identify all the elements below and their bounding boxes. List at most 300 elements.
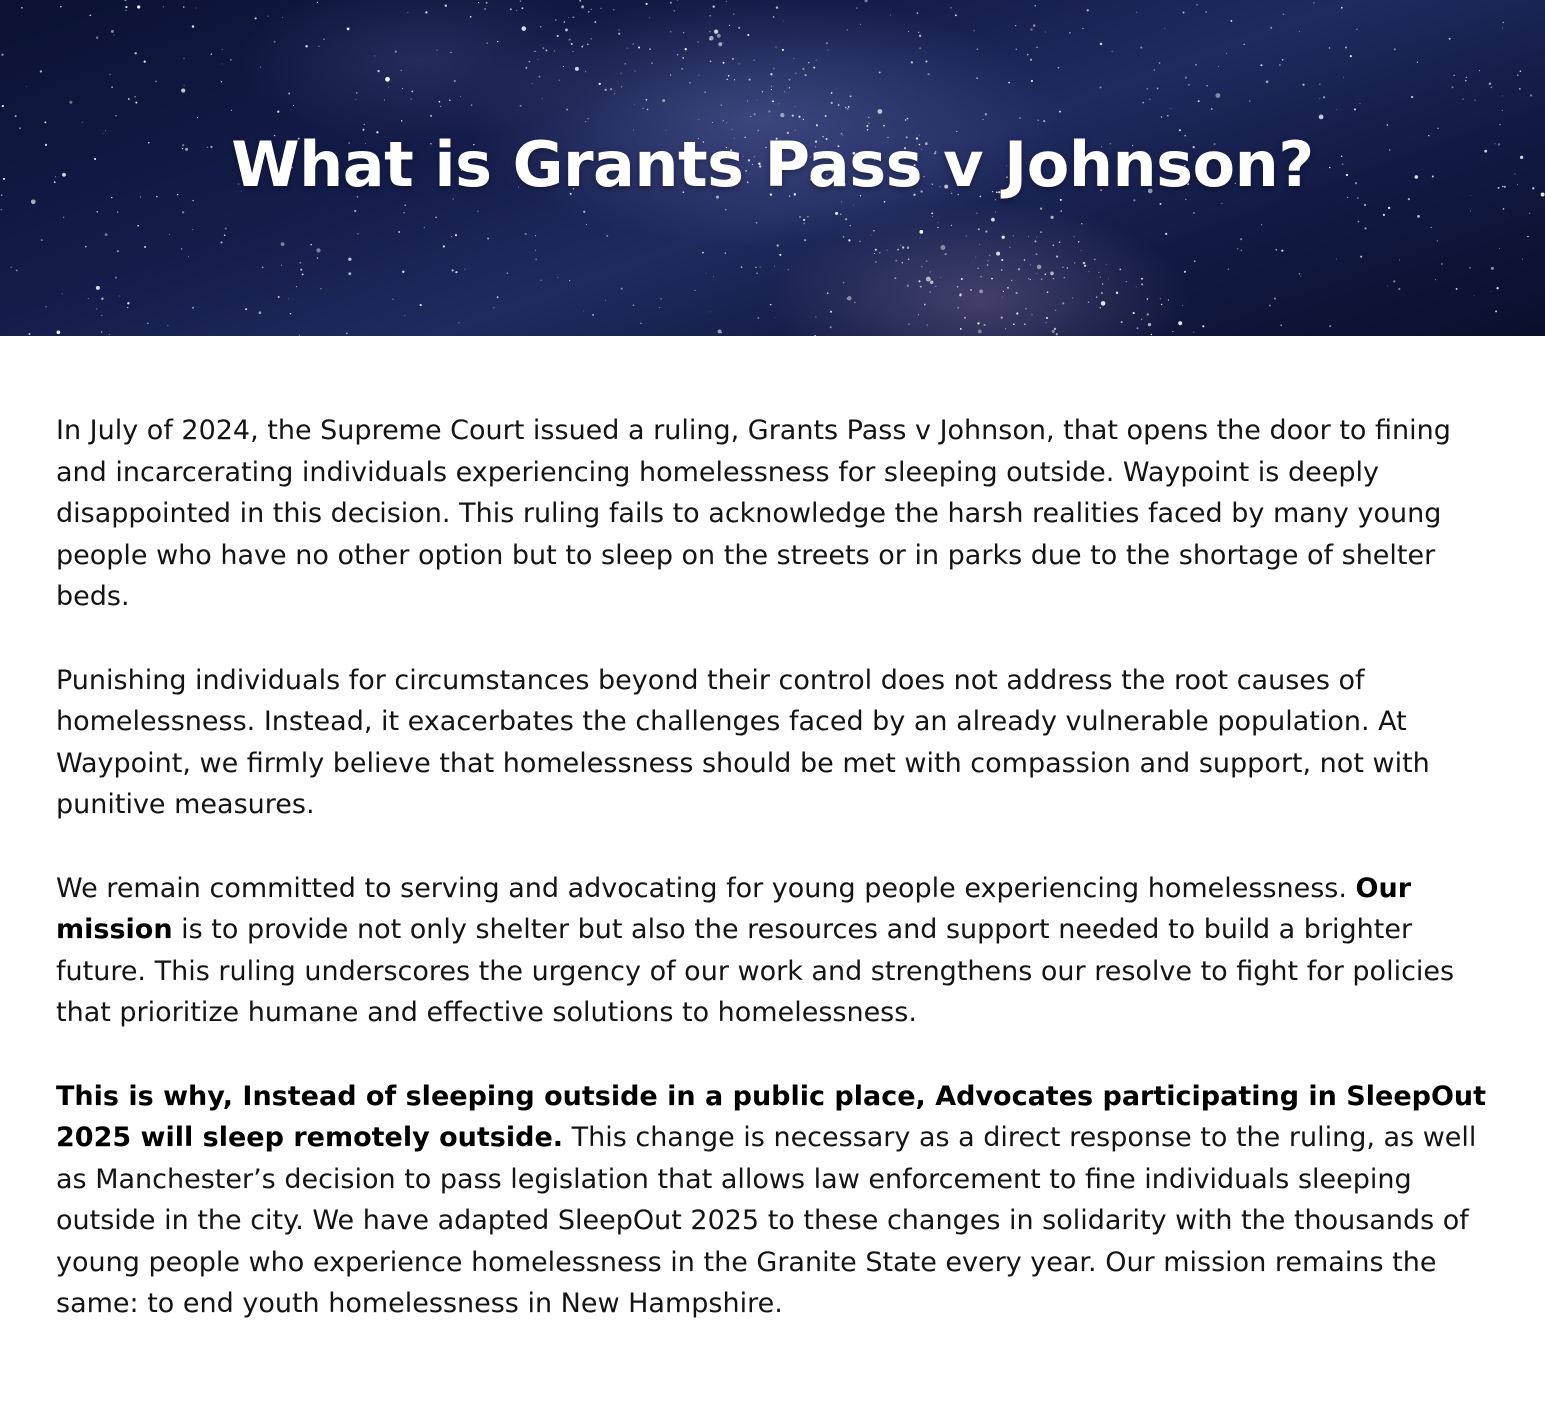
star [592, 314, 594, 316]
star [1496, 287, 1498, 289]
star [1100, 307, 1101, 308]
star [455, 271, 457, 273]
star [192, 307, 194, 309]
star [673, 10, 674, 11]
star [610, 88, 612, 90]
star [318, 45, 320, 47]
star [1520, 70, 1522, 72]
star [1495, 310, 1497, 312]
star [348, 272, 351, 275]
star [1136, 12, 1137, 13]
star [874, 253, 875, 254]
star [814, 335, 816, 336]
star [183, 6, 185, 8]
star [1491, 267, 1494, 270]
star [532, 83, 533, 84]
star [274, 41, 276, 43]
star [1008, 82, 1010, 84]
star [128, 98, 130, 100]
star [1215, 93, 1220, 98]
star [1350, 55, 1352, 57]
star [756, 272, 758, 274]
star [260, 67, 261, 68]
star [1061, 210, 1062, 211]
star [1078, 241, 1080, 243]
star [1142, 102, 1144, 104]
star [714, 29, 718, 33]
star [1, 54, 3, 56]
star [1133, 312, 1135, 314]
star [920, 286, 922, 288]
star [460, 96, 461, 97]
star [980, 276, 982, 278]
star [733, 13, 734, 14]
star [101, 331, 102, 332]
star [627, 48, 628, 49]
star [1121, 321, 1123, 323]
star [987, 264, 989, 266]
star [907, 118, 909, 120]
star [1016, 292, 1018, 294]
paragraph-sleepout [56, 1076, 1496, 1326]
star [583, 311, 584, 312]
star [1470, 211, 1471, 212]
star [1196, 4, 1198, 6]
star [926, 260, 927, 261]
star [1016, 312, 1018, 314]
star [1211, 108, 1213, 110]
star [1261, 224, 1262, 225]
star [1164, 28, 1165, 29]
star [220, 241, 222, 243]
star [649, 48, 651, 50]
star [181, 248, 183, 250]
star [726, 122, 727, 123]
star [1341, 7, 1343, 9]
star [96, 37, 98, 39]
star [487, 238, 489, 240]
star [634, 71, 635, 72]
star [1279, 64, 1281, 66]
star [124, 0, 126, 1]
star [805, 74, 807, 76]
star [807, 216, 809, 218]
star [816, 60, 817, 61]
star [1160, 298, 1161, 299]
star [1013, 323, 1015, 325]
star [726, 79, 727, 80]
star [605, 89, 607, 91]
star [1111, 51, 1112, 52]
star [795, 72, 796, 73]
star [975, 257, 976, 258]
star [1030, 264, 1031, 265]
star [749, 79, 751, 81]
star [1530, 94, 1532, 96]
star [614, 93, 615, 94]
star [525, 67, 527, 69]
star [772, 100, 774, 102]
star [865, 0, 868, 2]
star [827, 50, 828, 51]
star [101, 315, 102, 316]
star [224, 234, 226, 236]
star [762, 91, 763, 92]
star [486, 2, 488, 4]
star [955, 14, 957, 16]
star [588, 11, 590, 13]
star [774, 317, 775, 318]
star [1157, 87, 1159, 89]
star [991, 278, 993, 280]
star [1072, 297, 1073, 298]
star [1046, 322, 1047, 323]
star [137, 225, 139, 227]
star [1354, 108, 1356, 110]
star [995, 212, 996, 213]
star [845, 107, 847, 109]
star [754, 113, 756, 115]
star [988, 260, 989, 261]
star [868, 123, 869, 124]
star [728, 75, 730, 77]
star [392, 298, 394, 300]
star [210, 53, 212, 55]
star [1062, 302, 1064, 304]
star [1059, 111, 1061, 113]
star [1172, 331, 1173, 332]
star [850, 225, 851, 226]
star [799, 216, 800, 217]
star [1031, 314, 1032, 315]
star [355, 99, 356, 100]
star [1336, 259, 1337, 260]
paragraph-commitment [56, 868, 1496, 1034]
star [115, 115, 116, 116]
star [293, 105, 294, 106]
star [1137, 327, 1139, 329]
star [618, 33, 620, 35]
star [1360, 256, 1362, 258]
star [1009, 247, 1010, 248]
star [402, 271, 404, 273]
star [1036, 273, 1037, 274]
star [1474, 295, 1475, 296]
star [1417, 62, 1418, 63]
star [1001, 269, 1003, 271]
star [586, 224, 587, 225]
star [606, 235, 608, 237]
sleepout-emphasis: This is why, Instead of sleeping outside in a public place, Advocates participating in SleepOut 2025 will sleep remotely outside. [56, 1080, 1487, 1154]
star [125, 10, 126, 11]
star [1249, 101, 1250, 102]
star [2, 105, 4, 107]
star [222, 49, 223, 50]
star [1499, 248, 1500, 249]
star [1081, 223, 1082, 224]
star [316, 248, 320, 252]
star [1195, 64, 1196, 65]
star [119, 296, 120, 297]
star [1319, 115, 1324, 120]
star [723, 42, 724, 43]
star [26, 86, 27, 87]
star [1087, 9, 1089, 11]
star [919, 47, 921, 49]
star [875, 249, 877, 251]
star [1387, 285, 1388, 286]
star [1170, 108, 1171, 109]
star [1435, 279, 1436, 280]
star [756, 100, 757, 101]
star [1119, 269, 1121, 271]
star [15, 115, 17, 117]
star [588, 118, 589, 119]
star [723, 62, 725, 64]
star [388, 87, 389, 88]
star [1329, 325, 1331, 327]
star [670, 31, 672, 33]
star [1094, 258, 1096, 260]
star [1266, 80, 1269, 83]
star [1081, 250, 1082, 251]
star [1299, 31, 1300, 32]
star [1364, 204, 1366, 206]
star [713, 276, 714, 277]
star [1475, 100, 1476, 101]
star [231, 110, 232, 111]
star [554, 50, 556, 52]
star [1283, 14, 1285, 16]
star [957, 307, 959, 309]
star [135, 52, 137, 54]
star [792, 115, 794, 117]
star [770, 73, 772, 75]
star [1102, 283, 1104, 285]
star [317, 257, 319, 259]
star [649, 17, 650, 18]
star [1281, 250, 1283, 252]
star [835, 212, 838, 215]
star [729, 25, 730, 26]
star [557, 35, 559, 37]
star [960, 328, 962, 330]
star [1054, 328, 1056, 330]
star [1502, 27, 1503, 28]
star [1205, 11, 1206, 12]
star [1034, 5, 1036, 7]
star [699, 75, 700, 76]
star [281, 265, 282, 266]
star [404, 315, 405, 316]
star [1269, 305, 1271, 307]
our-mission-emphasis: Our mission [56, 872, 1412, 946]
star [1141, 319, 1142, 320]
star [1024, 323, 1026, 325]
star [1393, 280, 1395, 282]
star [16, 269, 18, 271]
star [1178, 321, 1182, 325]
star [773, 68, 775, 70]
star [192, 229, 193, 230]
star [605, 300, 606, 301]
star [268, 16, 269, 17]
sleepout-text: This change is necessary as a direct response to the ruling, as well as Manchester’s decision to pass legislation that allows law enforcement to fine individuals sleeping outside in the city. We have adapted SleepOut 2025 to these changes in solidarity with the thousands of young people who experience homelessness in the Granite State every year. Our mission remains the same: to end youth homelessness in New Hampshire. [56, 1122, 1477, 1320]
star [1019, 117, 1021, 119]
star [535, 250, 536, 251]
star [651, 62, 653, 64]
star [1280, 324, 1282, 326]
star [1062, 267, 1063, 268]
star [900, 245, 901, 246]
star [841, 201, 842, 202]
star [458, 322, 459, 323]
star [230, 59, 231, 60]
star [96, 308, 97, 309]
star [905, 119, 906, 120]
star [951, 225, 952, 226]
star [555, 19, 557, 21]
star [1036, 47, 1038, 49]
star [895, 260, 897, 262]
star [1462, 98, 1464, 100]
star [640, 323, 642, 325]
star [425, 11, 427, 13]
star [976, 213, 977, 214]
star [1052, 330, 1055, 333]
star [348, 258, 351, 261]
star [1141, 283, 1143, 285]
star [1529, 213, 1531, 215]
star [542, 98, 543, 99]
star [82, 122, 83, 123]
star [646, 99, 648, 101]
star [563, 66, 564, 67]
star [225, 228, 227, 230]
star [572, 16, 574, 18]
star [111, 86, 113, 88]
star [404, 204, 405, 205]
star [535, 235, 536, 236]
star [1202, 325, 1204, 327]
star [848, 239, 850, 241]
star [670, 2, 672, 4]
star [1136, 286, 1137, 287]
star [1040, 231, 1041, 232]
star [977, 48, 979, 50]
star [278, 296, 280, 298]
star [144, 246, 146, 248]
star [848, 106, 850, 108]
star [908, 258, 910, 260]
star [983, 324, 985, 326]
star [117, 250, 119, 252]
star [1001, 259, 1003, 261]
star [520, 105, 522, 107]
star [1437, 240, 1438, 241]
star [1147, 298, 1149, 300]
star [897, 249, 899, 251]
star [1140, 47, 1142, 49]
star [1059, 241, 1061, 243]
star [1469, 267, 1471, 269]
star [585, 71, 586, 72]
star [1160, 203, 1162, 205]
star [288, 298, 289, 299]
hero-banner [0, 0, 1545, 336]
star [541, 280, 542, 281]
star [1116, 292, 1118, 294]
star [40, 70, 42, 72]
star [566, 109, 568, 111]
star [599, 83, 601, 85]
star [579, 0, 581, 2]
star [647, 109, 649, 111]
star [709, 31, 711, 33]
star [1165, 233, 1167, 235]
star [188, 256, 189, 257]
star [1101, 301, 1106, 306]
star [484, 8, 486, 10]
star [741, 266, 743, 268]
star [590, 9, 591, 10]
star [919, 35, 921, 37]
star [830, 326, 832, 328]
star [918, 32, 919, 33]
star [879, 71, 881, 73]
star [1490, 86, 1492, 88]
star [410, 98, 411, 99]
star [402, 88, 403, 89]
star [976, 78, 977, 79]
star [1040, 208, 1042, 210]
star [1240, 238, 1242, 240]
star [802, 68, 804, 70]
star [777, 244, 779, 246]
star [783, 21, 784, 22]
star [873, 230, 875, 232]
star [773, 16, 775, 18]
star [1045, 273, 1047, 275]
star [1168, 300, 1169, 301]
star [1154, 69, 1156, 71]
star [1449, 38, 1451, 40]
star [660, 298, 661, 299]
star [169, 234, 170, 235]
star [300, 269, 302, 271]
star [221, 81, 222, 82]
star [706, 273, 707, 274]
star [520, 0, 522, 2]
star [320, 288, 321, 289]
star [1274, 298, 1276, 300]
star [1159, 62, 1161, 64]
star [932, 216, 933, 217]
star [718, 329, 722, 333]
star [1011, 280, 1012, 281]
star [875, 261, 876, 262]
star [1185, 77, 1187, 79]
star [454, 80, 456, 82]
star [1031, 80, 1033, 82]
star [798, 116, 800, 118]
star [1100, 43, 1103, 46]
star [568, 17, 569, 18]
star [917, 12, 918, 13]
star [1451, 86, 1453, 88]
star [850, 95, 852, 97]
star [709, 39, 711, 41]
